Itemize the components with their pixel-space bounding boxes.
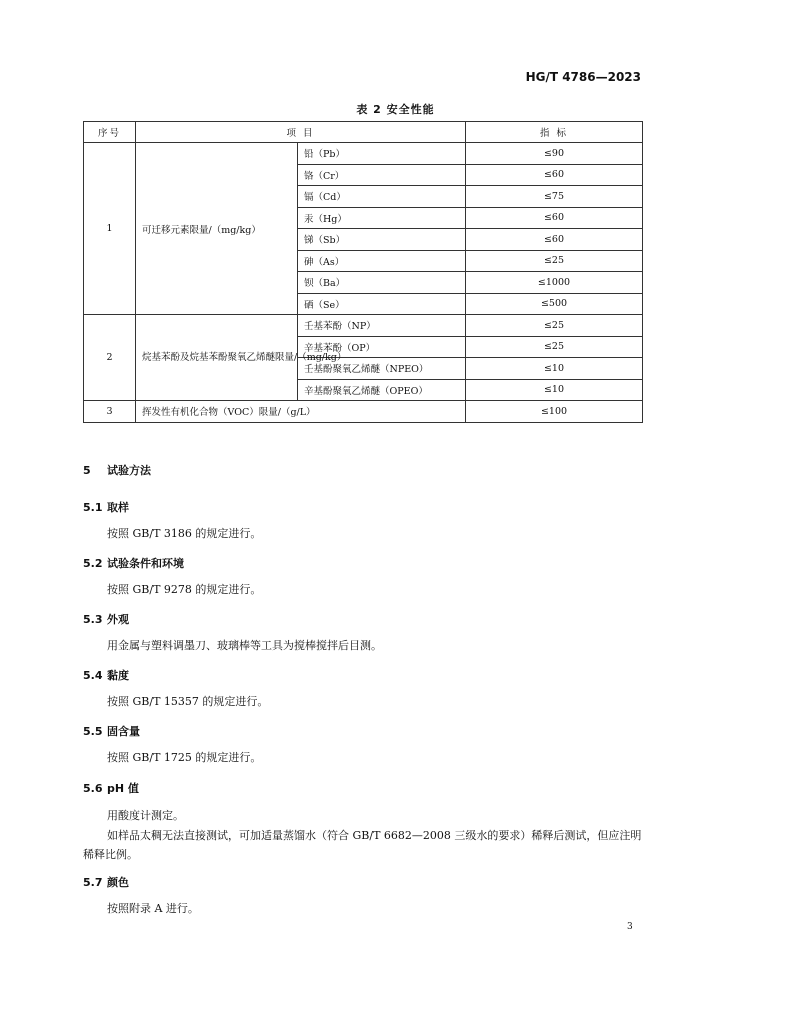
standard-code: HG/T 4786—2023 bbox=[525, 70, 641, 84]
limit-value: ≤90 bbox=[466, 143, 643, 165]
limit-value: ≤25 bbox=[466, 336, 643, 358]
section-heading-5-3 bbox=[83, 611, 129, 627]
section-paragraph: 如样品太稠无法直接测试，可加适量蒸馏水（符合 GB/T 6682—2008 三级水的要求）稀释后测试，但应注明稀释比例。 bbox=[83, 829, 642, 861]
table-header-row bbox=[84, 122, 643, 143]
section-title: 黏度 bbox=[107, 669, 129, 682]
section-text: 按照 GB/T 9278 的规定进行。 bbox=[107, 583, 262, 596]
sub-item: 壬基苯酚（NP） bbox=[298, 315, 466, 337]
header-no: 序号 bbox=[84, 122, 136, 143]
section-number: 5.7 bbox=[83, 876, 103, 889]
section-number: 5 bbox=[83, 464, 91, 477]
table-row bbox=[84, 315, 643, 337]
section-text: 按照附录 A 进行。 bbox=[107, 902, 199, 915]
row-number: 3 bbox=[84, 401, 136, 423]
section-text: 用酸度计测定。 bbox=[107, 809, 184, 822]
table-row bbox=[84, 143, 643, 165]
page-number: 3 bbox=[627, 922, 633, 932]
safety-performance-table bbox=[83, 121, 643, 423]
sub-item: 铅（Pb） bbox=[298, 143, 466, 165]
sub-item: 镉（Cd） bbox=[298, 186, 466, 208]
section-text: 按照 GB/T 1725 的规定进行。 bbox=[107, 751, 262, 764]
sub-item: 辛基苯酚（OP） bbox=[298, 336, 466, 358]
sub-item: 硒（Se） bbox=[298, 293, 466, 315]
limit-value: ≤100 bbox=[466, 401, 643, 423]
header-spec: 指 标 bbox=[466, 122, 643, 143]
limit-value: ≤1000 bbox=[466, 272, 643, 294]
table-row bbox=[84, 401, 643, 423]
section-heading-5 bbox=[83, 462, 151, 478]
item-name: 烷基苯酚及烷基苯酚聚氧乙烯醚限量/（mg/kg） bbox=[136, 315, 298, 401]
section-heading-5-1 bbox=[83, 499, 129, 515]
section-title: 试验方法 bbox=[107, 464, 151, 477]
sub-item: 辛基酚聚氧乙烯醚（OPEO） bbox=[298, 379, 466, 401]
section-number: 5.4 bbox=[83, 669, 103, 682]
section-heading-5-5 bbox=[83, 723, 140, 739]
limit-value: ≤25 bbox=[466, 315, 643, 337]
section-title: pH 值 bbox=[107, 782, 139, 795]
section-number: 5.3 bbox=[83, 613, 103, 626]
item-name: 可迁移元素限量/（mg/kg） bbox=[136, 143, 298, 315]
section-number: 5.2 bbox=[83, 557, 103, 570]
item-name: 挥发性有机化合物（VOC）限量/（g/L） bbox=[136, 401, 466, 423]
sub-item: 锑（Sb） bbox=[298, 229, 466, 251]
section-title: 试验条件和环境 bbox=[107, 557, 184, 570]
section-heading-5-6 bbox=[83, 780, 139, 796]
section-heading-5-4 bbox=[83, 667, 129, 683]
limit-value: ≤500 bbox=[466, 293, 643, 315]
section-title: 固含量 bbox=[107, 725, 140, 738]
limit-value: ≤10 bbox=[466, 379, 643, 401]
row-number: 2 bbox=[84, 315, 136, 401]
section-number: 5.5 bbox=[83, 725, 103, 738]
limit-value: ≤60 bbox=[466, 164, 643, 186]
section-number: 5.6 bbox=[83, 782, 103, 795]
limit-value: ≤10 bbox=[466, 358, 643, 380]
table-title: 表 2 安全性能 bbox=[356, 103, 435, 116]
section-title: 取样 bbox=[107, 501, 129, 514]
section-text: 用金属与塑料调墨刀、玻璃棒等工具为搅棒搅拌后目测。 bbox=[107, 639, 382, 652]
section-text: 按照 GB/T 15357 的规定进行。 bbox=[107, 695, 269, 708]
sub-item: 汞（Hg） bbox=[298, 207, 466, 229]
sub-item: 壬基酚聚氧乙烯醚（NPEO） bbox=[298, 358, 466, 380]
section-heading-5-2 bbox=[83, 555, 184, 571]
limit-value: ≤60 bbox=[466, 229, 643, 251]
section-title: 外观 bbox=[107, 613, 129, 626]
section-number: 5.1 bbox=[83, 501, 103, 514]
header-item: 项 目 bbox=[136, 122, 466, 143]
section-heading-5-7 bbox=[83, 874, 129, 890]
row-number: 1 bbox=[84, 143, 136, 315]
section-text: 按照 GB/T 3186 的规定进行。 bbox=[107, 527, 262, 540]
sub-item: 钡（Ba） bbox=[298, 272, 466, 294]
limit-value: ≤60 bbox=[466, 207, 643, 229]
limit-value: ≤75 bbox=[466, 186, 643, 208]
sub-item: 砷（As） bbox=[298, 250, 466, 272]
section-title: 颜色 bbox=[107, 876, 129, 889]
sub-item: 铬（Cr） bbox=[298, 164, 466, 186]
limit-value: ≤25 bbox=[466, 250, 643, 272]
